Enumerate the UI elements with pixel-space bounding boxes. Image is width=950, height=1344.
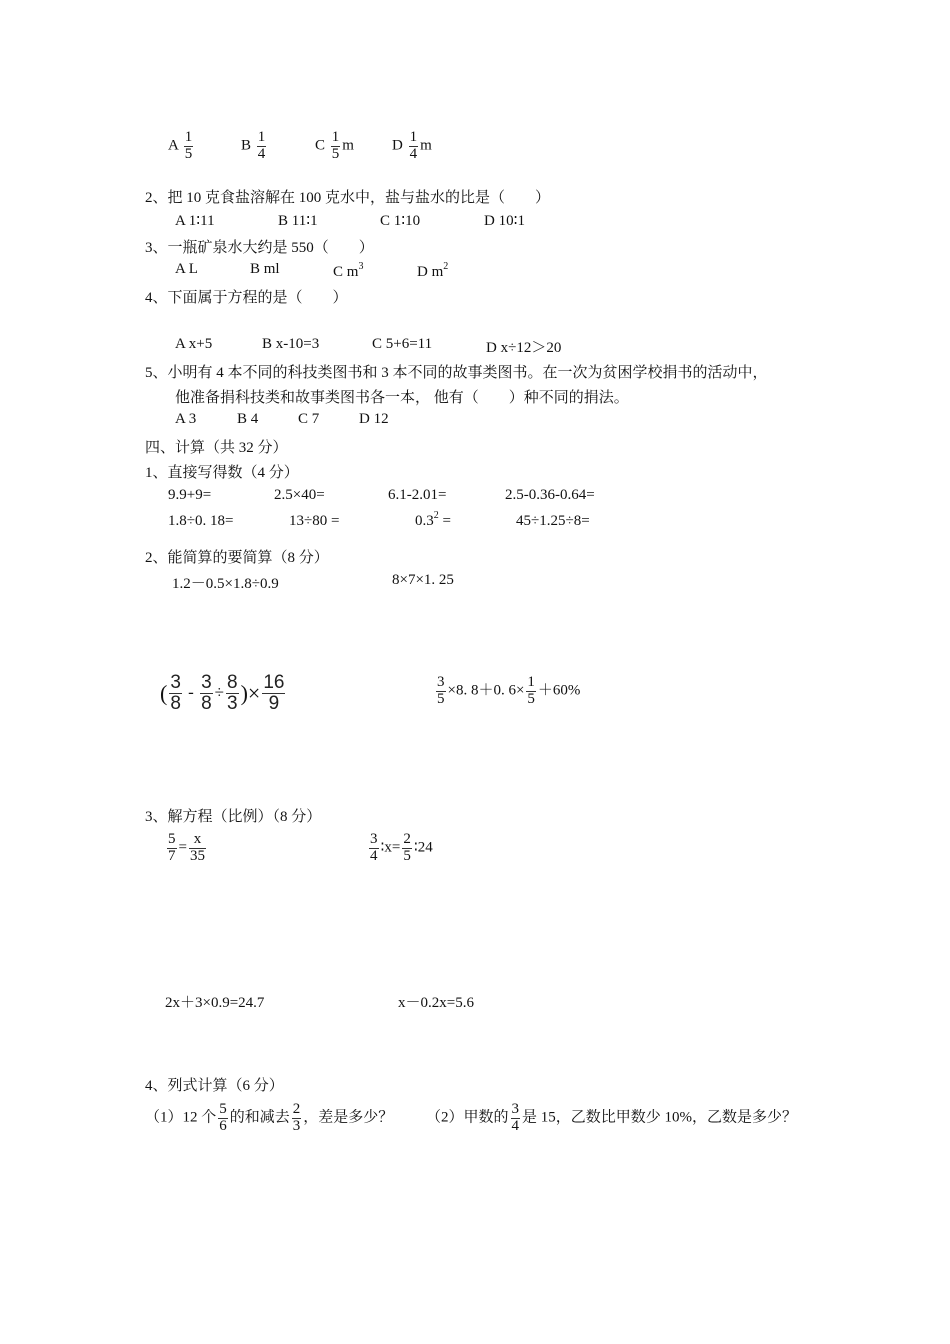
fraction-numerator: 3 [511, 1101, 520, 1117]
equation-3: 2x＋3×0.9=24.7 [165, 995, 265, 1011]
fraction-numerator: 3 [370, 831, 378, 847]
fraction-denominator: 5 [403, 847, 411, 864]
fraction-denominator: 3 [227, 692, 238, 714]
simplify-expression-1: 1.2－0.5×1.8÷0.9 [172, 576, 279, 592]
q5-option-a: A 3 [175, 411, 197, 427]
fraction-numerator: 2 [292, 1101, 301, 1117]
q1-option-d [392, 130, 432, 163]
subsection-title-word-problems: 4、列式计算（6 分） [145, 1078, 284, 1094]
operator: ÷ [214, 682, 224, 702]
q2-text: 2、把 10 克食盐溶解在 100 克水中，盐与盐水的比是（ ） [145, 190, 551, 206]
q4-text: 4、下面属于方程的是（ ） [145, 290, 348, 306]
fraction-denominator: 7 [168, 847, 176, 864]
operator: - [188, 682, 194, 702]
fraction-denominator: 5 [437, 690, 445, 707]
fraction-denominator: 4 [370, 847, 378, 864]
q5-option-c: C 7 [298, 411, 320, 427]
option-label: B [241, 137, 252, 154]
simplify-expression-2: 8×7×1. 25 [392, 572, 454, 588]
q4-option-d: D x÷12＞20 [486, 340, 562, 356]
option-label: A [168, 137, 179, 154]
option-label: D [392, 137, 403, 154]
fraction-numerator: 5 [219, 1101, 227, 1117]
fraction-numerator: 3 [437, 674, 445, 690]
q5-option-d: D 12 [359, 411, 389, 427]
fraction-denominator: 9 [268, 692, 280, 714]
subsection-title-direct: 1、直接写得数（4 分） [145, 465, 299, 481]
option-unit: m [342, 137, 354, 154]
direct-item: 2.5-0.36-0.64= [505, 487, 595, 503]
q2-option-a: A 1∶11 [175, 213, 215, 229]
fraction-numerator: 1 [184, 129, 193, 145]
option-label: C [315, 137, 326, 154]
q2-option-c: C 1∶10 [380, 213, 421, 229]
q3-option-a [175, 261, 198, 278]
fraction-numerator: x [189, 832, 206, 849]
equals-sign: = [178, 839, 187, 856]
fraction-denominator: 5 [184, 145, 193, 162]
subsection-title-equations: 3、解方程（比例）（8 分） [145, 809, 322, 825]
fraction-denominator: 35 [189, 847, 205, 864]
problem-text: 是 15，乙数比甲数少 10%，乙数是多少？ [522, 1109, 798, 1126]
equation-4: x－0.2x=5.6 [398, 995, 474, 1011]
option-label: C m [333, 264, 359, 280]
section-title: 四、计算（共 32 分） [145, 440, 288, 456]
q5-text-line2: 他准备捐科技类和故事类图书各一本， 他有（ ）种不同的捐法。 [175, 390, 629, 406]
q1-option-c [315, 130, 354, 163]
fraction-denominator: 4 [511, 1117, 520, 1134]
fraction-numerator: 1 [409, 129, 418, 145]
fraction-numerator: 3 [170, 672, 181, 693]
word-problem-1 [145, 1102, 393, 1135]
problem-text: （1）12 个 [145, 1109, 217, 1126]
q4-option-b: B x-10=3 [262, 336, 320, 352]
unit-exponent: 2 [443, 261, 449, 272]
q3-option-b [250, 261, 280, 278]
option-label: D m [417, 264, 444, 280]
close-paren: )× [240, 680, 261, 706]
q3-option-d [417, 261, 448, 281]
fraction-denominator: 6 [219, 1117, 227, 1134]
q2-option-b: B 11∶1 [278, 213, 318, 229]
power-rest: = [438, 513, 451, 529]
option-label: A L [175, 261, 198, 277]
q3-option-c [333, 261, 363, 281]
option-label: B ml [250, 261, 280, 277]
power-base: 0.3 [415, 513, 434, 529]
direct-item: 13÷80 = [289, 513, 340, 529]
q5-option-b: B 4 [237, 411, 259, 427]
fraction-numerator: 5 [168, 831, 176, 847]
q4-option-c: C 5+6=11 [372, 336, 433, 352]
fraction-numerator: 3 [201, 672, 212, 693]
fraction-numerator: 2 [403, 831, 411, 847]
fraction-numerator: 1 [331, 129, 340, 145]
q5-text-line1: 5、小明有 4 本不同的科技类图书和 3 本不同的故事类图书。在一次为贫困学校捐书的活动中， [145, 365, 768, 381]
fraction-denominator: 8 [170, 692, 181, 714]
fraction-numerator: 1 [527, 674, 535, 690]
word-problem-2 [426, 1102, 797, 1135]
equation-1 [165, 832, 208, 865]
direct-item: 6.1-2.01= [388, 487, 447, 503]
fraction-denominator: 3 [292, 1117, 301, 1134]
simplify-expression-3 [160, 673, 287, 714]
fraction-denominator: 5 [331, 145, 340, 162]
q1-option-a [168, 130, 195, 163]
q1-option-b [241, 130, 268, 163]
subsection-title-simplify: 2、能简算的要简算（8 分） [145, 550, 329, 566]
unit-exponent: 3 [358, 261, 364, 272]
fraction-denominator: 4 [257, 145, 266, 162]
direct-item: 45÷1.25÷8= [516, 513, 590, 529]
simplify-expression-4 [434, 675, 580, 708]
direct-item: 1.8÷0. 18= [168, 513, 234, 529]
q4-option-a: A x+5 [175, 336, 213, 352]
problem-text: ，差是多少？ [303, 1109, 394, 1126]
option-unit: m [420, 137, 432, 154]
direct-item-power [415, 510, 451, 530]
expression-tail: ＋60% [537, 682, 581, 699]
direct-item: 2.5×40= [274, 487, 325, 503]
fraction-denominator: 4 [409, 145, 418, 162]
q2-option-d: D 10∶1 [484, 213, 525, 229]
fraction-denominator: 5 [527, 690, 535, 707]
power-exponent: 2 [433, 510, 439, 521]
direct-item: 9.9+9= [168, 487, 212, 503]
equation-tail: ∶24 [413, 839, 433, 856]
equation-2 [367, 832, 433, 865]
fraction-numerator: 16 [263, 672, 285, 693]
q3-text: 3、一瓶矿泉水大约是 550（ ） [145, 240, 374, 256]
problem-text: （2）甲数的 [426, 1109, 509, 1126]
equation-middle: ∶x= [380, 839, 401, 856]
problem-text: 的和减去 [229, 1109, 290, 1126]
open-paren: ( [160, 680, 168, 706]
fraction-numerator: 1 [257, 129, 266, 145]
fraction-denominator: 8 [201, 692, 212, 714]
fraction-numerator: 8 [227, 672, 238, 693]
expression-middle: ×8. 8＋0. 6× [447, 682, 525, 699]
